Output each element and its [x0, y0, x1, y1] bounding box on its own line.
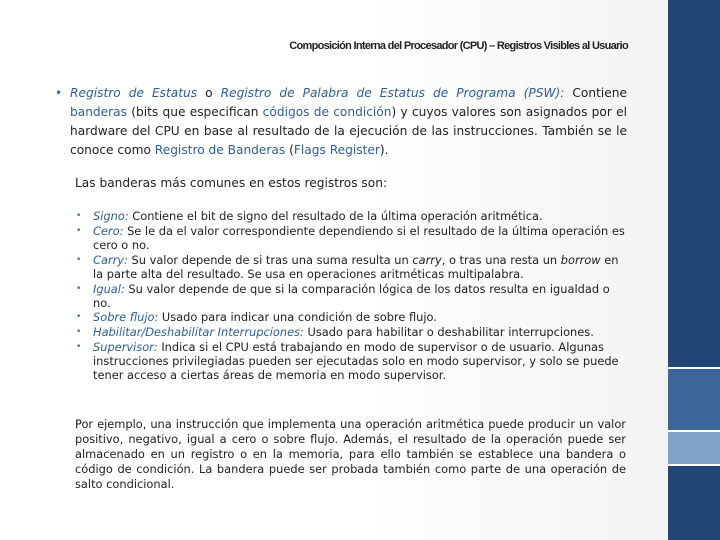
sidebar-block-bottom — [668, 466, 720, 540]
term-codigos-condicion: códigos de condición — [262, 105, 392, 119]
term-banderas: banderas — [70, 105, 127, 119]
list-item — [75, 325, 630, 339]
flag-desc-a: Su valor depende de si tras una suma resulta un — [127, 252, 413, 267]
list-item — [75, 224, 630, 252]
flag-desc: Contiene el bit de signo del resultado de la última operación aritmética. — [128, 209, 543, 223]
bullet-dot: • — [76, 225, 82, 236]
flag-desc: Indica si el CPU está trabajando en modo de supervisor o de usuario. Algunas instrucciones privilegiadas pueden ser ejecutadas solo en modo supervisor, y solo se puede tener acceso a ciertas áreas de memoria en modo supervisor. — [93, 339, 619, 383]
term-registro-banderas: Registro de Banderas — [154, 143, 286, 157]
list-item — [75, 340, 630, 383]
list-item — [75, 282, 630, 310]
flag-desc: Usado para indicar una condición de sobre flujo. — [158, 310, 437, 325]
decorative-sidebar — [668, 0, 720, 540]
bullet-dot: • — [76, 254, 82, 265]
flag-term: Cero: — [93, 223, 124, 238]
flag-term: Carry: — [93, 252, 128, 267]
flag-term: Signo: — [93, 209, 129, 223]
text-4: ( — [285, 143, 294, 157]
flag-desc: Su valor depende de que si la comparación lógica de los datos resulta en igualdad o no. — [93, 281, 610, 310]
list-item — [75, 209, 630, 223]
example-paragraph: Por ejemplo, una instrucción que implementa una operación aritmética puede producir un valor positivo, negativo, igual a cero o sobre flujo. Además, el resultado de la operación puede ser almacenado en un registro o en la memoria, para ello también se establece una bandera o código de condición. La bandera puede ser probada también como parte de una operación de salto condicional. — [75, 417, 626, 491]
flag-desc: Usado para habilitar o deshabilitar interrupciones. — [303, 325, 594, 340]
bullet-dot: • — [76, 211, 82, 221]
flag-term: Habilitar/Deshabilitar Interrupciones: — [93, 325, 304, 340]
main-bullet-text — [70, 84, 627, 160]
sidebar-block-top — [668, 0, 720, 367]
flag-desc-c: en la parte alta del resultado. Se usa en operaciones aritméticas multipalabra. — [93, 252, 619, 281]
flags-list — [75, 209, 630, 383]
bullet-dot: • — [76, 327, 82, 338]
flag-term: Supervisor: — [93, 339, 158, 354]
main-bullet — [55, 84, 627, 160]
text-conj: o — [197, 86, 221, 100]
flag-term: Igual: — [93, 281, 125, 296]
bullet-dot: • — [76, 312, 82, 323]
flag-em-carry: carry — [412, 252, 442, 267]
text-1: Contiene — [564, 86, 627, 100]
list-item — [75, 253, 630, 281]
sidebar-block-mid — [668, 369, 720, 430]
list-item — [75, 310, 630, 324]
term-registro-estatus: Registro de Estatus — [70, 86, 198, 100]
flag-em-borrow: borrow — [560, 252, 601, 267]
flag-term: Sobre flujo: — [93, 310, 159, 325]
text-2: (bits que especifican — [127, 105, 263, 119]
flag-desc-b: , o tras una resta un — [441, 252, 561, 267]
slide-title: Composición Interna del Procesador (CPU) – Registros Visibles al Usuario — [289, 40, 628, 52]
text-3: ) y cuyos valores son asignados por el hardware del CPU en base al resultado de la ejecución de las instrucciones. También se le conoce como — [70, 105, 627, 157]
bullet-dot: • — [55, 86, 63, 100]
bullet-dot: • — [76, 341, 82, 352]
term-psw: Registro de Palabra de Estatus de Programa (PSW): — [220, 86, 565, 100]
term-flags-register: Flags Register — [293, 143, 380, 157]
flag-desc: Se le da el valor correspondiente dependiendo si el resultado de la última operación es cero o no. — [93, 223, 625, 252]
text-5: ). — [379, 143, 389, 157]
bullet-dot: • — [76, 283, 82, 294]
sidebar-block-light — [668, 432, 720, 464]
flags-intro: Las banderas más comunes en estos registros son: — [75, 176, 388, 190]
